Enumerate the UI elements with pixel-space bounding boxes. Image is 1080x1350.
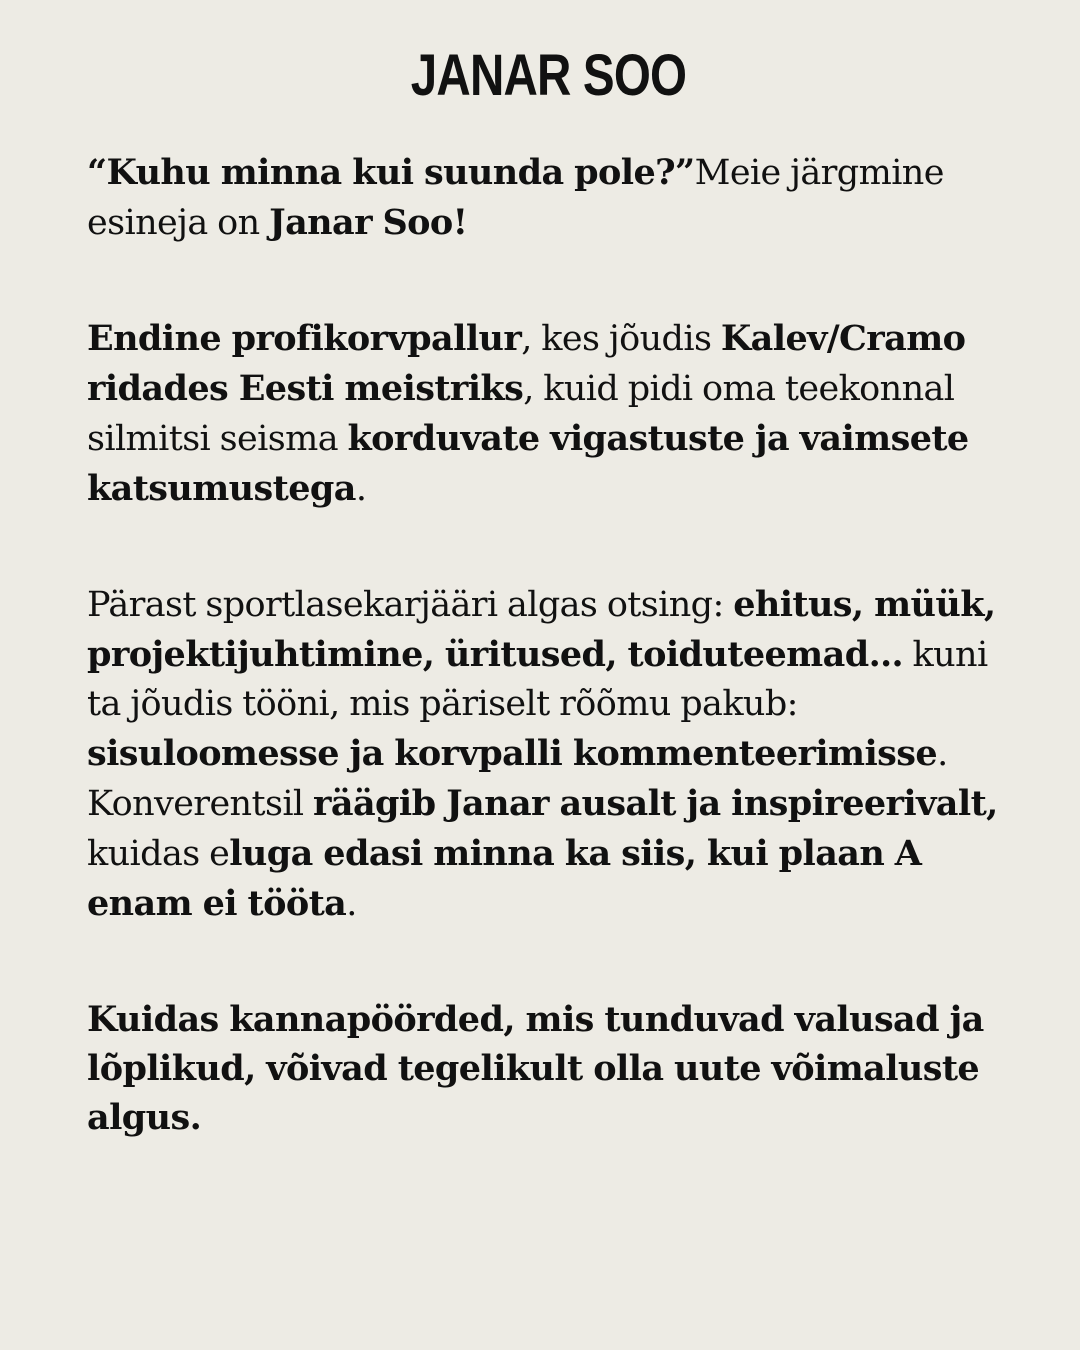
intro-quote: “Kuhu minna kui suunda pole?”: [87, 152, 695, 193]
career-bold-2: sisuloomesse ja korvpalli kommenteerimisse: [87, 733, 938, 774]
background-paragraph: [87, 314, 1010, 514]
bg-text-2: , kuid pidi oma teekonnal silmitsi seisma: [87, 369, 955, 459]
career-text-3: . Konverentsil: [87, 734, 948, 824]
speaker-name: Janar Soo!: [269, 202, 468, 243]
career-bold-3: räägib Janar ausalt ja inspireerivalt,: [313, 783, 998, 824]
career-bold-4: luga edasi minna ka siis, kui plaan A enam ei tööta: [87, 833, 922, 924]
career-bold-1: ehitus, müük, projektijuhtimine, üritused, toiduteemad…: [87, 584, 996, 675]
career-text-4: kuidas e: [87, 834, 230, 874]
closing-paragraph: Kuidas kannapöörded, mis tunduvad valusad ja lõplikud, võivad tegelikult olla uute võimaluste algus.: [87, 999, 984, 1138]
career-text-1: Pärast sportlasekarjääri algas otsing:: [87, 585, 734, 625]
career-text-5: .: [346, 884, 357, 924]
career-paragraph: [87, 580, 1010, 929]
intro-paragraph: [87, 148, 1010, 248]
bg-bold-1: Endine profikorvpallur: [87, 318, 522, 359]
intro-text: Meie järgmine esineja on: [87, 153, 944, 243]
bg-bold-3: korduvate vigastuste ja vaimsete katsumustega: [87, 418, 969, 509]
bg-text-3: .: [355, 469, 367, 509]
bg-text-1: , kes jõudis: [521, 319, 721, 359]
page-title: JANAR SOO: [410, 43, 687, 108]
bg-bold-2: Kalev/Cramo ridades Eesti meistriks: [87, 318, 966, 409]
career-text-2: kuni ta jõudis tööni, mis päriselt rõõmu pakub:: [87, 635, 988, 724]
